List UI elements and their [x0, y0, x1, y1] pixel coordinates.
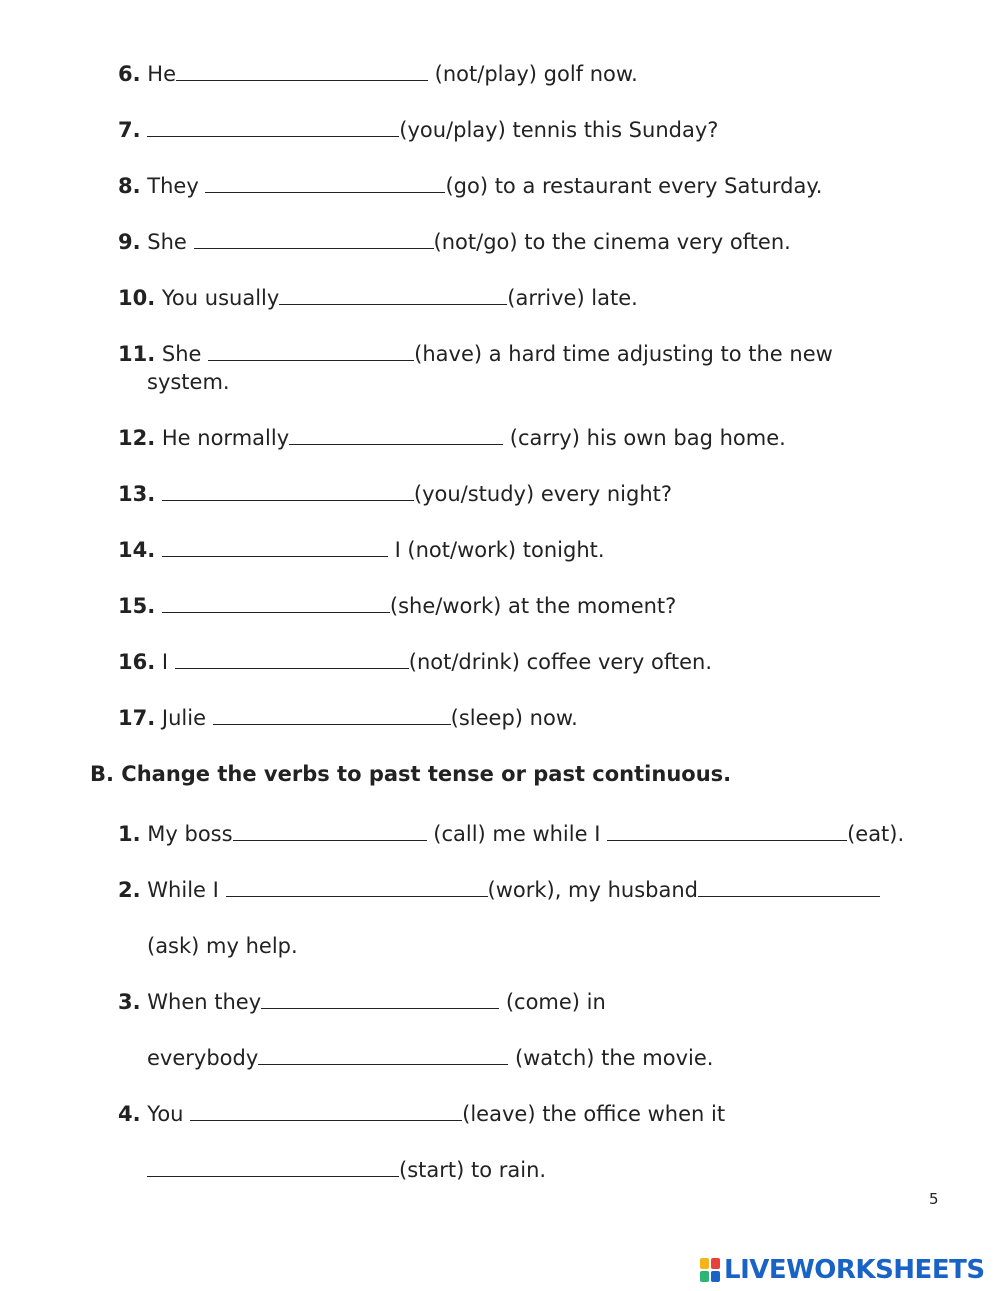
- exercise-item: [118, 116, 718, 144]
- exercise-item: [118, 340, 833, 368]
- section-letter: B.: [90, 762, 114, 786]
- answer-blank[interactable]: [233, 820, 427, 841]
- item-suffix: (you/study) every night?: [413, 482, 673, 506]
- item-prefix: She: [147, 230, 194, 254]
- section-heading: [90, 760, 731, 788]
- item-continuation: (ask) my help.: [147, 934, 298, 958]
- item-middle: (come) in: [499, 990, 606, 1014]
- answer-blank[interactable]: [162, 592, 390, 613]
- brand-name: LIVEWORKSHEETS: [724, 1255, 985, 1285]
- answer-blank[interactable]: [279, 284, 507, 305]
- item-suffix: (eat).: [847, 822, 905, 846]
- item-continuation: system.: [147, 370, 230, 394]
- section-title: Change the verbs to past tense or past continuous.: [121, 762, 732, 786]
- answer-blank[interactable]: [208, 340, 414, 361]
- item-suffix: (not/go) to the cinema very often.: [433, 230, 791, 254]
- item-prefix: Julie: [161, 706, 213, 730]
- logo-cubes-icon: [700, 1258, 720, 1282]
- item-number: 15.: [118, 594, 156, 618]
- item-number: 6.: [118, 62, 141, 86]
- item-number: 7.: [118, 118, 141, 142]
- exercise-item: [118, 648, 712, 676]
- item-continuation-prefix: everybody: [147, 1046, 259, 1070]
- answer-blank[interactable]: [607, 820, 847, 841]
- item-number: 16.: [118, 650, 156, 674]
- answer-blank[interactable]: [175, 648, 409, 669]
- answer-blank[interactable]: [162, 480, 414, 501]
- item-number: 14.: [118, 538, 156, 562]
- item-suffix: (you/play) tennis this Sunday?: [399, 118, 719, 142]
- exercise-item: [118, 228, 791, 256]
- page-number: 5: [929, 1190, 939, 1208]
- item-suffix: (not/drink) coffee very often.: [408, 650, 713, 674]
- exercise-item: [118, 172, 822, 200]
- item-number: 2.: [118, 878, 141, 902]
- item-middle: (work), my husband: [487, 878, 699, 902]
- item-number: 4.: [118, 1102, 141, 1126]
- exercise-item: [118, 284, 638, 312]
- answer-blank[interactable]: [162, 536, 388, 557]
- item-number: 10.: [118, 286, 156, 310]
- exercise-item: [118, 1100, 725, 1128]
- answer-blank[interactable]: [194, 228, 434, 249]
- exercise-item: [118, 820, 904, 848]
- item-suffix: (sleep) now.: [450, 706, 578, 730]
- item-number: 8.: [118, 174, 141, 198]
- exercise-item: [118, 704, 578, 732]
- item-prefix: You: [147, 1102, 191, 1126]
- item-prefix: He: [147, 62, 176, 86]
- liveworksheets-logo: [700, 1253, 985, 1287]
- item-suffix: (arrive) late.: [507, 286, 638, 310]
- answer-blank[interactable]: [190, 1100, 462, 1121]
- item-number: 9.: [118, 230, 141, 254]
- logo-cube: [700, 1271, 709, 1282]
- exercise-item: [118, 876, 880, 904]
- item-prefix: When they: [147, 990, 262, 1014]
- answer-blank[interactable]: [213, 704, 451, 725]
- item-suffix: (she/work) at the moment?: [389, 594, 677, 618]
- item-number: 12.: [118, 426, 156, 450]
- answer-blank[interactable]: [258, 1044, 508, 1065]
- logo-cube: [711, 1258, 720, 1269]
- item-suffix: (carry) his own bag home.: [503, 426, 786, 450]
- item-prefix: He normally: [161, 426, 290, 450]
- item-continuation-suffix: (watch) the movie.: [508, 1046, 714, 1070]
- item-number: 17.: [118, 706, 156, 730]
- item-continuation: [147, 1156, 546, 1184]
- item-prefix: She: [161, 342, 209, 366]
- exercise-item: [118, 424, 786, 452]
- item-suffix: I (not/work) tonight.: [387, 538, 605, 562]
- answer-blank[interactable]: [176, 60, 428, 81]
- logo-cube: [711, 1271, 720, 1282]
- item-number: 11.: [118, 342, 156, 366]
- item-suffix: (not/play) golf now.: [428, 62, 638, 86]
- answer-blank[interactable]: [205, 172, 445, 193]
- item-middle: (leave) the office when it: [462, 1102, 726, 1126]
- exercise-item: [118, 536, 605, 564]
- exercise-item: [118, 592, 676, 620]
- item-number: 13.: [118, 482, 156, 506]
- item-middle: (call) me while I: [426, 822, 608, 846]
- exercise-item: [118, 988, 606, 1016]
- exercise-item: [118, 60, 638, 88]
- item-continuation: [147, 1044, 713, 1072]
- answer-blank[interactable]: [698, 876, 880, 897]
- item-suffix: (have) a hard time adjusting to the new: [414, 342, 833, 366]
- item-prefix: They: [147, 174, 206, 198]
- answer-blank[interactable]: [261, 988, 499, 1009]
- answer-blank[interactable]: [226, 876, 488, 897]
- item-continuation-suffix: (start) to rain.: [399, 1158, 547, 1182]
- item-prefix: You usually: [161, 286, 280, 310]
- answer-blank[interactable]: [289, 424, 503, 445]
- answer-blank[interactable]: [147, 116, 399, 137]
- answer-blank[interactable]: [147, 1156, 399, 1177]
- item-suffix: (go) to a restaurant every Saturday.: [445, 174, 823, 198]
- item-number: 1.: [118, 822, 141, 846]
- item-prefix: While I: [147, 878, 226, 902]
- logo-cube: [700, 1258, 709, 1269]
- exercise-item: [118, 480, 672, 508]
- item-prefix: My boss: [147, 822, 233, 846]
- item-number: 3.: [118, 990, 141, 1014]
- item-prefix: I: [161, 650, 175, 674]
